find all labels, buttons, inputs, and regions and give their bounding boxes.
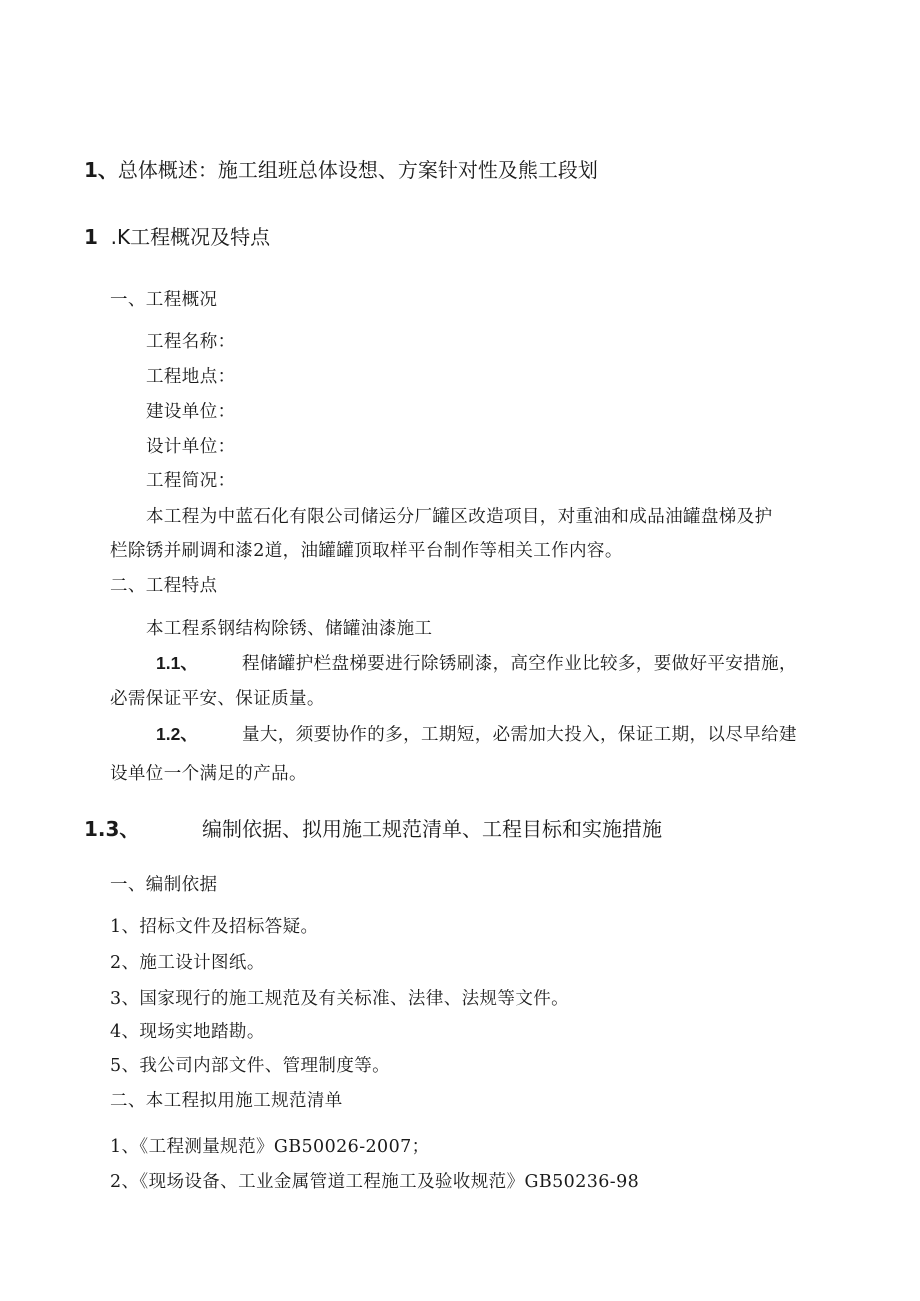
paragraph-line: 本工程为中蓝石化有限公司储运分厂罐区改造项目，对重油和成品油罐盘梯及护 xyxy=(146,507,773,527)
list-item: 1、《工程测量规范》GB50026-2007； xyxy=(110,1137,430,1157)
chapter-title: 总体概述：施工组班总体设想、方案针对性及熊工段划 xyxy=(117,158,598,182)
paragraph-line: 程储罐护栏盘梯要进行除锈刷漆，高空作业比较多，要做好平安措施， xyxy=(242,654,797,674)
paragraph-line: 栏除锈并刷调和漆2道，油罐罐顶取样平台制作等相关工作内容。 xyxy=(110,541,623,561)
list-item: 2、《现场设备、工业金属管道工程施工及验收规范》GB50236-98 xyxy=(110,1172,640,1192)
paragraph-line: 量大，须要协作的多，工期短，必需加大投入，保证工期，以尽早给建 xyxy=(242,725,797,745)
list-item: 1、招标文件及招标答疑。 xyxy=(110,917,319,937)
item-number: 1.2、 xyxy=(156,724,198,744)
section-title: .K工程概况及特点 xyxy=(110,225,271,249)
chapter-heading xyxy=(84,154,598,183)
field-summary: 工程简况： xyxy=(146,471,236,491)
section-title: 编制依据、拟用施工规范清单、工程目标和实施措施 xyxy=(202,817,662,841)
field-designer: 设计单位： xyxy=(146,437,236,457)
paragraph-line: 必需保证平安、保证质量。 xyxy=(110,689,325,709)
field-project-name: 工程名称： xyxy=(146,332,236,352)
list-item: 3、国家现行的施工规范及有关标准、法律、法规等文件。 xyxy=(110,989,570,1009)
field-project-location: 工程地点： xyxy=(146,367,236,387)
list-item: 4、现场实地踏勘。 xyxy=(110,1022,265,1042)
chapter-number: 1、 xyxy=(84,158,118,182)
list-item: 5、我公司内部文件、管理制度等。 xyxy=(110,1056,391,1076)
list-item: 2、施工设计图纸。 xyxy=(110,953,265,973)
section-number: 1.3、 xyxy=(84,817,140,841)
subsection-title: 二、工程特点 xyxy=(110,576,218,596)
subsection-title: 二、本工程拟用施工规范清单 xyxy=(110,1091,343,1111)
section-heading xyxy=(84,221,270,250)
paragraph-line: 本工程系钢结构除锈、储罐油漆施工 xyxy=(146,619,433,639)
item-number: 1.1、 xyxy=(156,653,198,673)
field-owner: 建设单位： xyxy=(146,402,236,422)
paragraph-line: 设单位一个满足的产品。 xyxy=(110,764,307,784)
section-number: 1 xyxy=(84,225,98,249)
subsection-title: 一、编制依据 xyxy=(110,875,218,895)
subsection-title: 一、工程概况 xyxy=(110,290,218,310)
